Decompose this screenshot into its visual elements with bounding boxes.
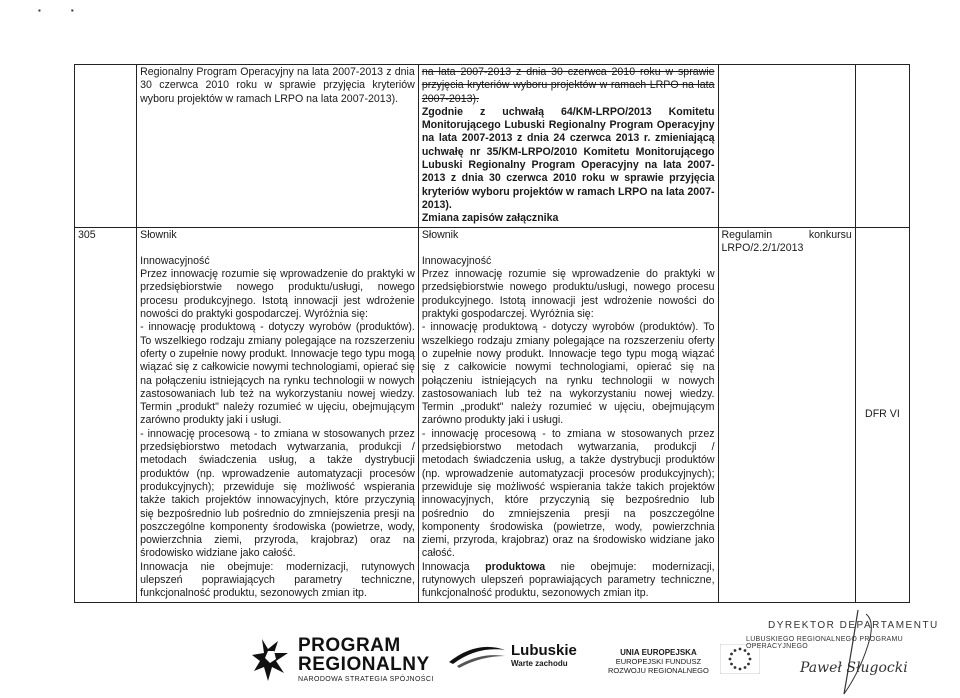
table-row <box>75 227 910 602</box>
program-line3: NARODOWA STRATEGIA SPÓJNOŚCI <box>298 676 434 683</box>
eu-fund-text <box>608 648 709 675</box>
program-regionalny-logo <box>252 636 434 683</box>
stamp-title: DYREKTOR DEPARTAMENTU <box>768 620 939 631</box>
lubuskie-logo <box>447 640 577 670</box>
department-label: DFR VI <box>855 227 909 602</box>
old-text-cell <box>137 65 419 228</box>
eu-line3: ROZWOJU REGIONALNEGO <box>608 666 709 675</box>
new-paragraph-1: Przez innowację rozumie się wprowadzenie do praktyki w przedsiębiorstwie nowego produktu/usługi, nowego procesu produkcyjnego. Istotą innowacji jest wdrożenie nowości do praktyki gospodarczej. Wyróżnia się: <box>421 268 715 321</box>
new-paragraph-4 <box>422 561 715 601</box>
new-paragraph-3: - innowację procesową - to zmiana w stosowanych przez przedsiębiorstwo metodach wytwarzania, produkcji / metodach świadczenia usług, a także dystrybucji produktów (np. wprowadzenie automatyzacji procesów produkcyjnych); przewiduje się możliwość wspierania także takich projektów innowacyjnych, które przyczynią się bezpośrednio lub pośrednio do zmniejszenia presji na poszczególne komponenty środowiska (powietrze, wody, powierzchnia ziemi, przyroda, krajobraz) oraz na środowisko widziane jako całość. <box>421 427 715 560</box>
new-definition-cell <box>418 227 718 602</box>
program-line1: PROGRAM <box>298 635 401 656</box>
department-cell <box>855 65 909 228</box>
regulation-cell <box>718 227 855 602</box>
lubuskie-text: Lubuskie <box>511 642 577 659</box>
amendment-text: Zgodnie z uchwałą 64/KM-LRPO/2013 Komitetu Monitorującego Lubuski Regionalny Program Operacyjny na lata 2007-2013 z dnia 24 czerwca 2013 r. zmieniającą uchwałę nr 35/KM-LRPO/2010 Komitetu Monitorującego Lubuski Regionalny Program Operacyjny na lata 2007-2013 z dnia 30 czerwca 2010 roku w sprawie przyjęcia kryteriów wyboru projektów w ramach LRPO na lata 2007-2013). <box>421 105 715 211</box>
new-paragraph-2: - innowację produktową - dotyczy wyrobów (produktów). To wszelkiego rodzaju zmiany polegające na rozszerzeniu oferty o zupełnie nowy produkt. Innowacje tego typu mogą wiązać się z całkowicie nowymi technologiami, opierać się na połączeniu istniejących na rynku technologii w nowych zastosowaniach lub też na wykorzystaniu nowej wiedzy. Termin „produkt" należy rozumieć w ujęciu, obejmującym zarówno produkty jaki i usługi. <box>421 321 715 427</box>
new-text-cell <box>418 65 718 228</box>
program-line2: REGIONALNY <box>298 654 430 675</box>
official-stamp <box>740 608 940 696</box>
changes-table <box>74 64 910 603</box>
lubuskie-slogan: Warte zachodu <box>511 659 568 668</box>
old-heading: Słownik <box>140 228 177 241</box>
old-paragraph-4: Innowacja nie obejmuje: modernizacji, rutynowych ulepszeń poprawiających parametry techniczne, funkcjonalność produktu, sezonowych zmian itp. <box>140 560 415 600</box>
old-text: Regionalny Program Operacyjny na lata 2007-2013 z dnia 30 czerwca 2010 roku w sprawie przyjęcia kryteriów wyboru projektów w ramach LRPO na lata 2007-2013). <box>140 66 415 105</box>
table-row <box>75 65 910 228</box>
old-paragraph-3: - innowację procesową - to zmiana w stosowanych przez przedsiębiorstwo metodach wytwarzania, produkcji / metodach świadczenia usług, a także dystrybucji produktów (np. wprowadzenie automatyzacji procesów produkcyjnych); przewiduje się możliwość wspierania także takich projektów innowacyjnych, które przyczynią się bezpośrednio lub pośrednio do zmniejszenia presji na poszczególne komponenty środowiska (powietrze, wody, powierzchnia ziemi, przyroda, krajobraz) oraz na środowisko widziane jako całość. <box>140 427 415 560</box>
old-definition-cell <box>137 227 419 602</box>
eu-line2: EUROPEJSKI FUNDUSZ <box>615 657 702 666</box>
regulation-word: Regulamin <box>721 228 773 241</box>
p4-part-b: nie obejmuje: modernizacji, rutynowych ulepszeń poprawiających parametry techniczne, funkcjonalność produktu, sezonowych zmian itp. <box>421 560 715 600</box>
p4-part-a: Innowacja <box>421 560 486 573</box>
stamp-subtitle: LUBUSKIEGO REGIONALNEGO PROGRAMU OPERACYJNEGO <box>746 636 904 650</box>
struck-text: na lata 2007-2013 z dnia 30 czerwca 2010 roku w sprawie przyjęcia kryteriów wyboru projektów w ramach LRPO na lata 2007-2013). <box>421 66 715 105</box>
regulation-code: LRPO/2.2/1/2013 <box>721 241 804 254</box>
eu-line1: UNIA EUROPEJSKA <box>620 648 697 657</box>
scan-marks: ▪ ▪ <box>38 6 74 15</box>
signature: Paweł Sługocki <box>800 660 908 676</box>
page-footer <box>0 600 960 698</box>
old-paragraph-2: - innowację produktową - dotyczy wyrobów (produktów). To wszelkiego rodzaju zmiany polegające na rozszerzeniu oferty o zupełnie nowy produkt. Innowacje tego typu mogą wiązać się z całkowicie nowymi technologiami, opierać się na połączeniu istniejących na rynku technologii w nowych zastosowaniach lub też na wykorzystaniu nowej wiedzy. Termin „produkt" należy rozumieć w ujęciu, obejmującym zarówno produkty jaki i usługi. <box>140 321 415 427</box>
contest-word: konkursu <box>808 228 852 241</box>
old-term: Innowacyjność <box>140 254 210 267</box>
p4-bold-word: produktowa <box>485 560 546 573</box>
new-heading: Słownik <box>421 228 459 241</box>
old-paragraph-1: Przez innowację rozumie się wprowadzenie do praktyki w przedsiębiorstwie nowego produktu/usługi, nowego procesu produkcyjnego. Istotą innowacji jest wdrożenie nowości do praktyki gospodarczej. Wyróżnia się: <box>140 268 415 321</box>
change-note: Zmiana zapisów załącznika <box>421 212 559 225</box>
document-cell <box>718 65 855 228</box>
regulation-title <box>722 229 852 242</box>
row-number: 305 <box>75 227 137 602</box>
new-term: Innowacyjność <box>421 254 492 267</box>
row-number-cell <box>75 65 137 228</box>
nss-logo-icon <box>252 637 290 683</box>
lubuskie-swoosh-icon <box>447 640 507 670</box>
